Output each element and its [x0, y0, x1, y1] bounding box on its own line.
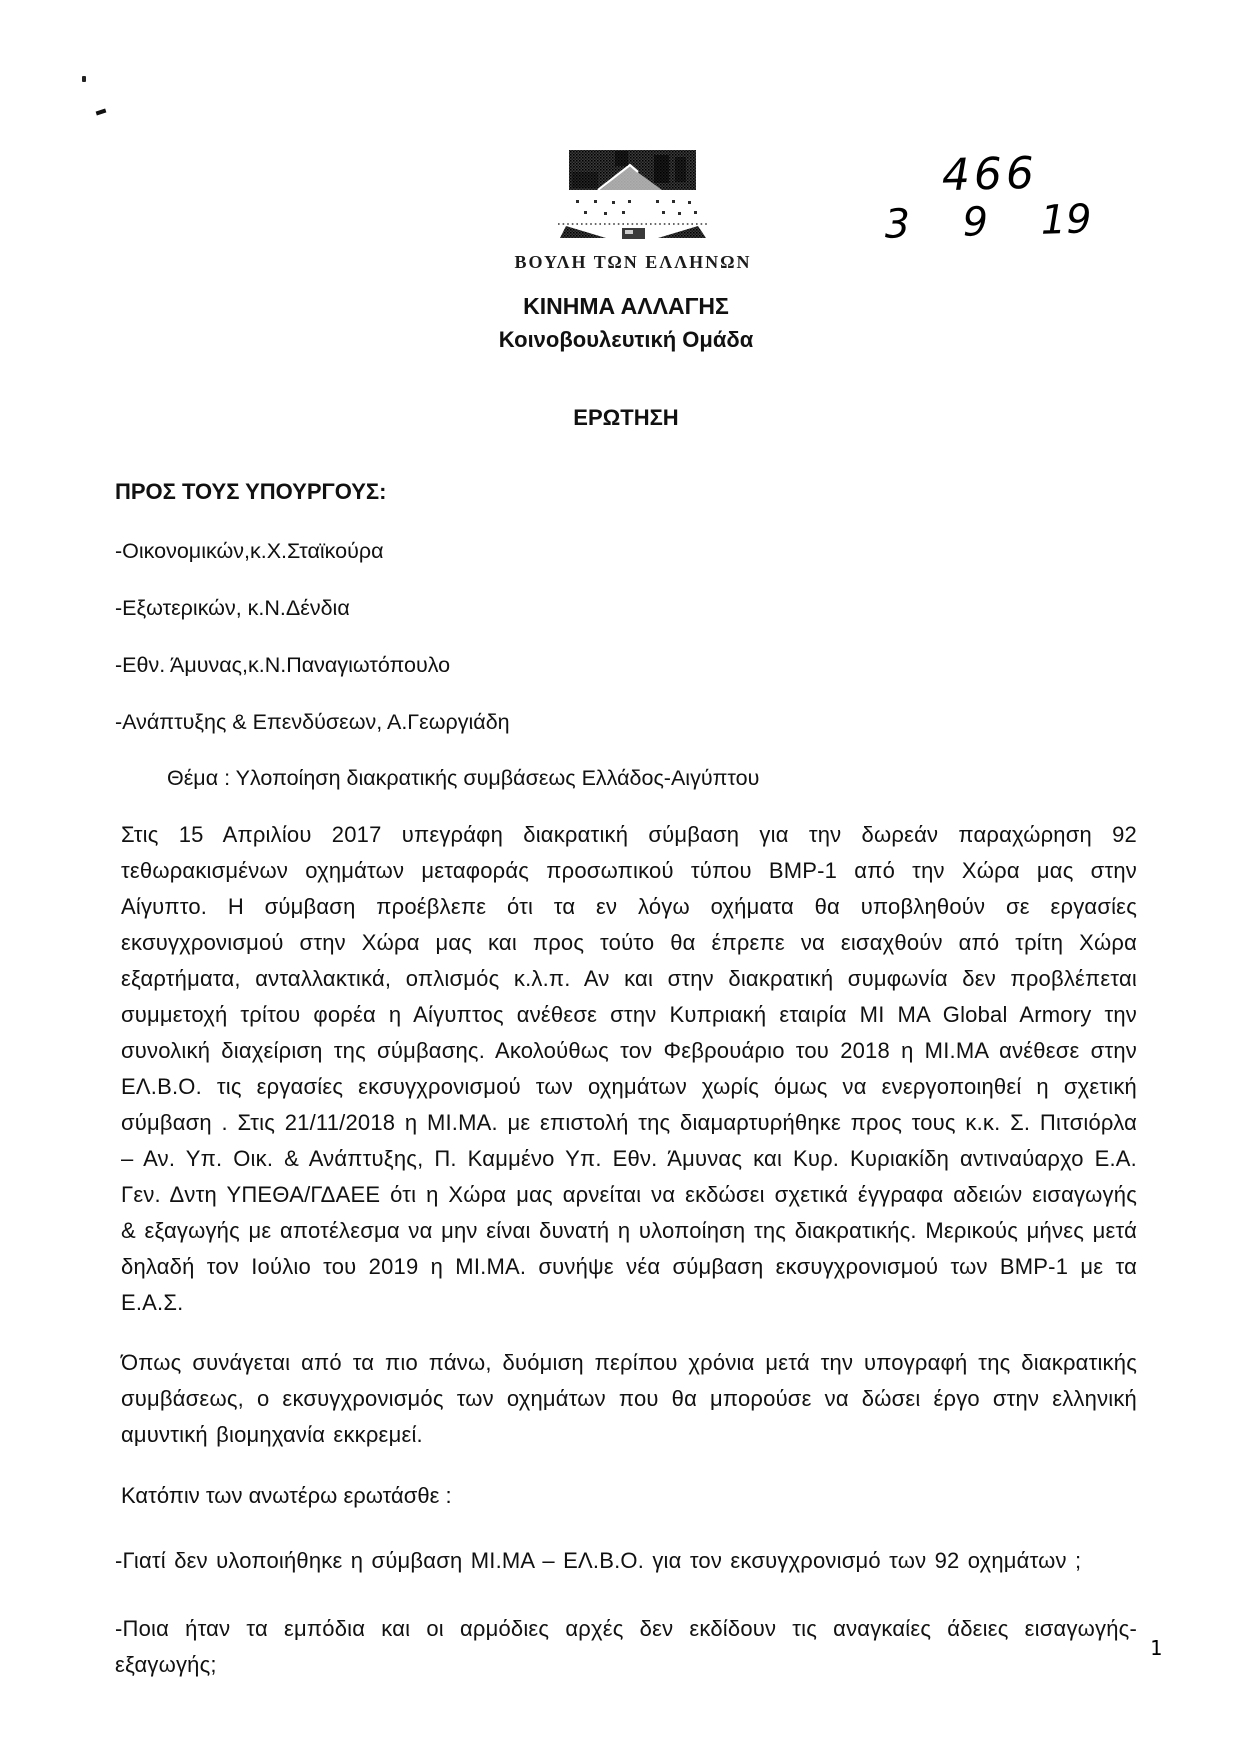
- stamp-date-day: 3: [884, 201, 911, 248]
- page-number: 1: [1149, 1636, 1162, 1660]
- handwritten-registry-stamp: [877, 149, 1104, 247]
- document-type-title: ΕΡΩΤΗΣΗ: [573, 405, 679, 430]
- stamp-protocol-number: 466: [941, 147, 1039, 202]
- stamp-date: [878, 195, 1104, 247]
- body-paragraph-1: Στις 15 Απριλίου 2017 υπεγράφη διακρατική σύμβαση για την δωρεάν παραχώρηση 92 τεθωρακισμένων οχημάτων μεταφοράς προσωπικού τύπου BMP-1 από την Χώρα μας στην Αίγυπτο. Η σύμβαση προέβλεπε ότι τα εν λόγω οχήματα θα υποβληθούν σε εργασίες εκσυγχρονισμού στην Χώρα μας και προς τούτο θα έπρεπε να εισαχθούν από τρίτη Χώρα εξαρτήματα, ανταλλακτικά, οπλισμός κ.λ.π. Αν και στην διακρατική συμφωνία δεν προβλέπεται συμμετοχή τρίτου φορέα η Αίγυπτος ανέθεσε στην Κυπριακή εταιρία MI MA Global Armory την συνολική διαχείριση της σύμβασης. Ακολούθως τον Φεβρουάριο του 2018 η ΜΙ.ΜΑ ανέθεσε στην ΕΛ.Β.Ο. τις εργασίες εκσυγχρονισμού των οχημάτων χωρίς όμως να ενεργοποιηθεί η σχετική σύμβαση . Στις 21/11/2018 η ΜΙ.ΜΑ. με επιστολή της διαμαρτυρήθηκε προς τους κ.κ. Σ. Πιτσιόρλα – Αν. Υπ. Οικ. & Ανάπτυξης, Π. Καμμένο Υπ. Εθν. Άμυνας και Κυρ. Κυριακίδη αντιναύαρχο Ε.Α. Γεν. Δντη ΥΠΕΘΑ/ΓΔΑΕΕ ότι η Χώρα μας αρνείται να εκδώσει σχετικά έγγραφα αδειών εισαγωγής & εξαγωγής με αποτέλεσμα να μην είναι δυνατή η υλοποίηση της διακρατικής. Μερικούς μήνες μετά δηλαδή τον Ιούλιο του 2019 η ΜΙ.ΜΑ. συνήψε νέα σύμβαση εκσυγχρονισμού των BMP-1 με τα Ε.Α.Σ.: [121, 822, 1137, 1315]
- recipient-minister-finance: -Οικονομικών,κ.Χ.Σταϊκούρα: [115, 539, 384, 563]
- document-body: [115, 293, 1137, 1683]
- recipients-heading: ΠΡΟΣ ΤΟΥΣ ΥΠΟΥΡΓΟΥΣ:: [115, 479, 387, 504]
- recipient-minister-defence: -Εθν. Άμυνας,κ.Ν.Παναγιωτόπουλο: [115, 653, 451, 677]
- body-paragraph-2: Όπως συνάγεται από τα πιο πάνω, δυόμιση περίπου χρόνια μετά την υπογραφή της διακρατικής συμβάσεως, ο εκσυγχρονισμός των οχημάτων που θα μπορούσε να δώσει έργο στην ελληνική αμυντική βιομηχανία εκκρεμεί.: [121, 1350, 1137, 1447]
- parliament-emblem-icon: [558, 148, 708, 244]
- stamp-date-year: 19: [1040, 196, 1093, 244]
- recipient-minister-development: -Ανάπτυξης & Επενδύσεων, Α.Γεωργιάδη: [115, 710, 510, 734]
- stamp-date-month: 9: [962, 199, 989, 246]
- scan-artifact-dot: [82, 76, 86, 82]
- recipient-minister-foreign-affairs: -Εξωτερικών, κ.Ν.Δένδια: [115, 596, 350, 620]
- closing-line: Κατόπιν των ανωτέρω ερωτάσθε :: [121, 1483, 452, 1508]
- question-2: -Ποια ήταν τα εμπόδια και οι αρμόδιες αρχές δεν εκδίδουν τις αναγκαίες άδειες εισαγωγής-εξαγωγής;: [115, 1616, 1137, 1677]
- parliamentary-group: Κοινοβουλευτική Ομάδα: [498, 327, 754, 352]
- question-1: -Γιατί δεν υλοποιήθηκε η σύμβαση ΜΙ.ΜΑ – ΕΛ.Β.Ο. για τον εκσυγχρονισμό των 92 οχημάτων ;: [115, 1548, 1082, 1573]
- parliament-logo-caption: ΒΟΥΛΗ ΤΩΝ ΕΛΛΗΝΩΝ: [514, 252, 752, 272]
- scan-artifact-dash: [96, 109, 107, 116]
- parliament-logo: [508, 148, 758, 273]
- subject-line: Θέμα : Υλοποίηση διακρατικής συμβάσεως Ελλάδος-Αιγύπτου: [167, 766, 760, 790]
- party-name: ΚΙΝΗΜΑ ΑΛΛΑΓΗΣ: [523, 293, 729, 319]
